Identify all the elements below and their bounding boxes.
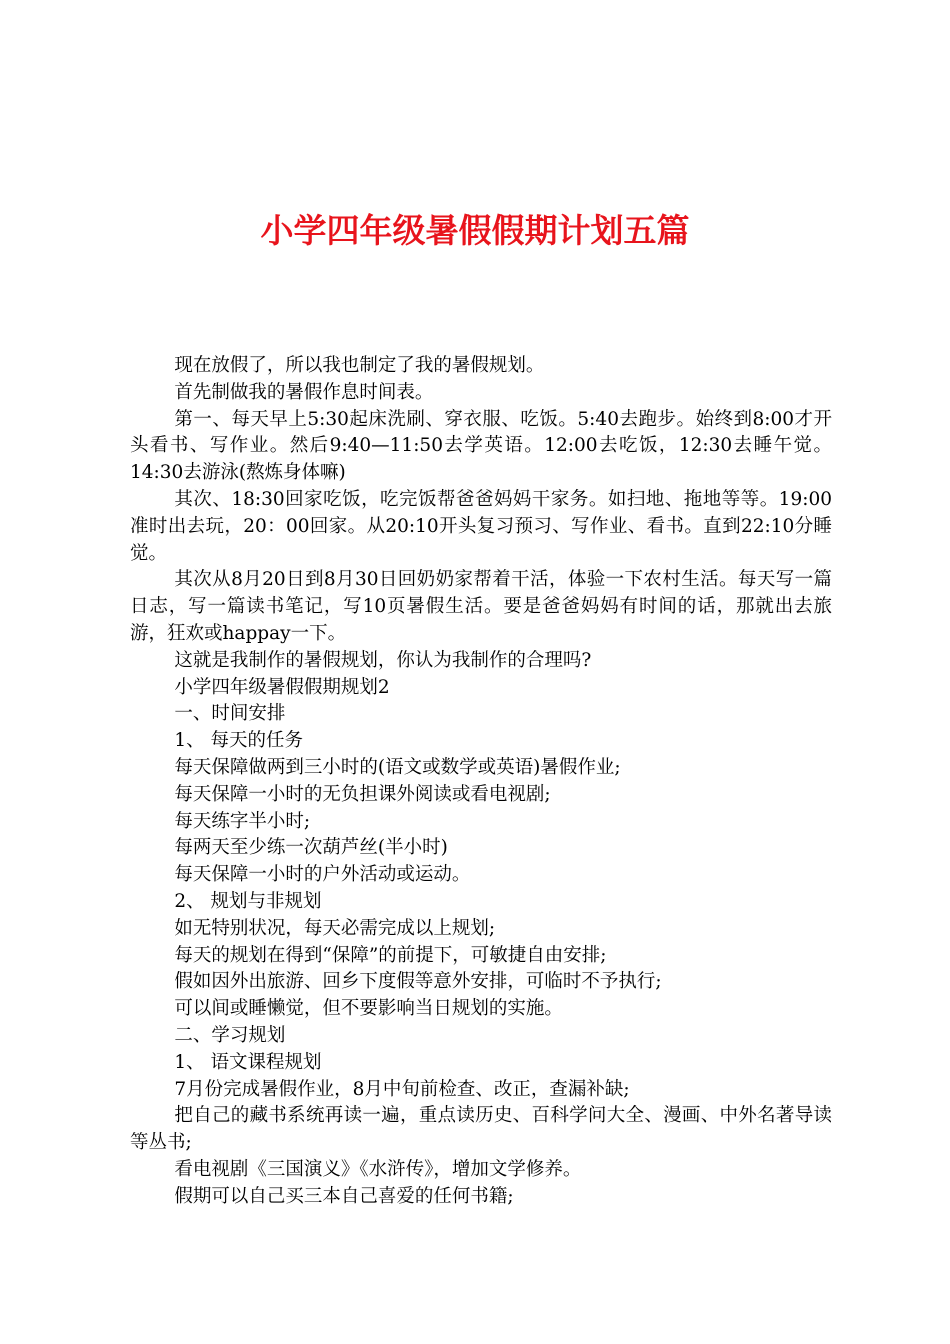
paragraph: 现在放假了，所以我也制定了我的暑假规划。 (174, 355, 545, 376)
list-item: 假如因外出旅游、回乡下度假等意外安排，可临时不予执行; (174, 971, 662, 993)
subsection-heading: 1、 每天的任务 (174, 730, 304, 752)
list-item: 每两天至少练一次葫芦丝(半小时) (174, 837, 448, 859)
list-item: 每天保障做两到三小时的(语文或数学或英语)暑假作业; (174, 756, 621, 778)
section-heading: 一、时间安排 (174, 703, 286, 725)
paragraph: 首先制做我的暑假作息时间表。 (174, 381, 434, 403)
list-item: 假期可以自己买三本自己喜爱的任何书籍; (174, 1185, 514, 1207)
section-heading: 小学四年级暑假假期规划2 (174, 676, 390, 698)
section-heading: 二、学习规划 (174, 1024, 286, 1046)
document-title: 小学四年级暑假假期计划五篇 (260, 211, 690, 250)
list-item: 每天保障一小时的户外活动或运动。 (174, 864, 471, 886)
list-item: 每天的规划在得到“保障”的前提下，可敏捷自由安排; (174, 944, 607, 966)
list-item: 每天练字半小时; (174, 810, 311, 832)
paragraph: 这就是我制作的暑假规划，你认为我制作的合理吗? (174, 649, 592, 671)
list-item: 把自己的藏书系统再读一遍，重点读历史、百科学问大全、漫画、中外名著导读等丛书; (130, 1105, 832, 1154)
list-item: 可以间或睡懒觉，但不要影响当日规划的实施。 (174, 998, 563, 1020)
list-item: 看电视剧《三国演义》《水浒传》，增加文学修养。 (174, 1158, 582, 1180)
paragraph: 其次、18:30回家吃饭，吃完饭帮爸爸妈妈干家务。如扫地、拖地等等。19:00准时出去玩，20：00回家。从20:10开头复习预习、写作业、看书。直到22:10分睡觉。 (130, 488, 832, 564)
paragraph: 其次从8月20日到8月30日回奶奶家帮着干活，体验一下农村生活。每天写一篇日志，写一篇读书笔记，写10页暑假生活。要是爸爸妈妈有时间的话，那就出去旅游，狂欢或happay一下。 (130, 569, 832, 644)
document-body (130, 353, 832, 1211)
list-item: 如无特别状况，每天必需完成以上规划; (174, 917, 496, 939)
list-item: 7月份完成暑假作业，8月中旬前检查、改正，查漏补缺; (174, 1078, 630, 1100)
subsection-heading: 1、 语文课程规划 (174, 1051, 322, 1073)
list-item: 每天保障一小时的无负担课外阅读或看电视剧; (174, 783, 551, 805)
paragraph: 第一、每天早上5:30起床洗刷、穿衣服、吃饭。5:40去跑步。始终到8:00才开头看书、写作业。然后9:40—11:50去学英语。12:00去吃饭，12:30去睡午觉。14:30去游泳(熬炼身体嘛) (130, 408, 832, 484)
subsection-heading: 2、 规划与非规划 (174, 890, 322, 912)
